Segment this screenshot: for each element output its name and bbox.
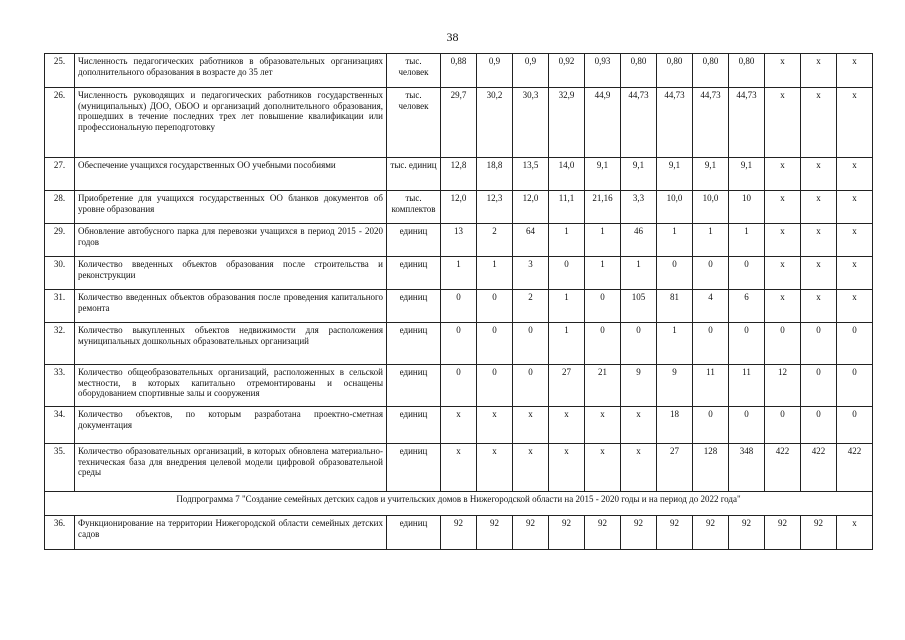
value-cell: 92	[549, 516, 585, 550]
value-cell: 0	[441, 290, 477, 323]
unit-cell: единиц	[387, 290, 441, 323]
value-cell: 13,5	[513, 158, 549, 191]
value-cell: 0	[657, 257, 693, 290]
value-cell: 81	[657, 290, 693, 323]
row-number: 34.	[45, 407, 75, 444]
value-cell: 1	[549, 323, 585, 365]
value-cell: х	[477, 407, 513, 444]
unit-cell: тыс. человек	[387, 54, 441, 88]
value-cell: 92	[729, 516, 765, 550]
value-cell: х	[441, 407, 477, 444]
value-cell: 0	[441, 365, 477, 407]
value-cell: 1	[477, 257, 513, 290]
value-cell: х	[765, 257, 801, 290]
value-cell: 10,0	[657, 191, 693, 224]
subprogram-row	[45, 492, 873, 516]
value-cell: 10,0	[693, 191, 729, 224]
value-cell: 0,92	[549, 54, 585, 88]
value-cell: х	[765, 290, 801, 323]
value-cell: х	[513, 407, 549, 444]
value-cell: 92	[585, 516, 621, 550]
value-cell: 1	[621, 257, 657, 290]
indicators-table	[44, 53, 873, 550]
indicator-name: Функционирование на территории Нижегородской области семейных детских садов	[75, 516, 387, 550]
value-cell: 128	[693, 444, 729, 492]
value-cell: 92	[693, 516, 729, 550]
value-cell: х	[837, 158, 873, 191]
value-cell: 0	[513, 365, 549, 407]
value-cell: 0	[801, 407, 837, 444]
unit-cell: единиц	[387, 365, 441, 407]
row-number: 36.	[45, 516, 75, 550]
value-cell: 0,80	[621, 54, 657, 88]
value-cell: 0,93	[585, 54, 621, 88]
value-cell: 21	[585, 365, 621, 407]
value-cell: 44,9	[585, 88, 621, 158]
value-cell: 11	[693, 365, 729, 407]
value-cell: 0	[477, 323, 513, 365]
value-cell: 64	[513, 224, 549, 257]
value-cell: х	[837, 516, 873, 550]
value-cell: 0	[585, 290, 621, 323]
value-cell: 1	[693, 224, 729, 257]
table-row	[45, 88, 873, 158]
value-cell: х	[549, 444, 585, 492]
value-cell: 0,80	[657, 54, 693, 88]
value-cell: 2	[477, 224, 513, 257]
subprogram-title: Подпрограмма 7 "Создание семейных детских садов и учительских домов в Нижегородской области на 2015 - 2020 годы и на период до 2022 года"	[45, 492, 873, 516]
value-cell: 27	[657, 444, 693, 492]
indicator-name: Количество введенных объектов образования после проведения капитального ремонта	[75, 290, 387, 323]
value-cell: 0	[837, 323, 873, 365]
table-row	[45, 158, 873, 191]
value-cell: 12,8	[441, 158, 477, 191]
page-number: 38	[446, 30, 459, 44]
indicator-name: Количество введенных объектов образования после строительства и реконструкции	[75, 257, 387, 290]
value-cell: 0	[765, 323, 801, 365]
table-row	[45, 290, 873, 323]
value-cell: 92	[801, 516, 837, 550]
value-cell: х	[801, 191, 837, 224]
value-cell: 0	[585, 323, 621, 365]
unit-cell: единиц	[387, 516, 441, 550]
unit-cell: единиц	[387, 224, 441, 257]
value-cell: 2	[513, 290, 549, 323]
value-cell: 1	[585, 224, 621, 257]
value-cell: х	[765, 54, 801, 88]
value-cell: 10	[729, 191, 765, 224]
indicator-name: Обновление автобусного парка для перевозки учащихся в период 2015 - 2020 годов	[75, 224, 387, 257]
value-cell: 3,3	[621, 191, 657, 224]
value-cell: 0	[765, 407, 801, 444]
value-cell: 0	[729, 323, 765, 365]
value-cell: 29,7	[441, 88, 477, 158]
table-body	[45, 54, 873, 550]
value-cell: х	[837, 54, 873, 88]
table-row	[45, 224, 873, 257]
table-row	[45, 407, 873, 444]
value-cell: 0,80	[729, 54, 765, 88]
value-cell: 0	[477, 365, 513, 407]
row-number: 35.	[45, 444, 75, 492]
value-cell: 1	[549, 224, 585, 257]
table-row	[45, 365, 873, 407]
row-number: 30.	[45, 257, 75, 290]
value-cell: 44,73	[693, 88, 729, 158]
indicator-name: Обеспечение учащихся государственных ОО учебными пособиями	[75, 158, 387, 191]
indicator-name: Численность руководящих и педагогических работников государственных (муниципальных) ДОО, ОБОО и организаций дополнительного образования, прошедших в течение последних трех лет повышение квалификации или профессиональную переподготовку	[75, 88, 387, 158]
value-cell: 27	[549, 365, 585, 407]
value-cell: 6	[729, 290, 765, 323]
value-cell: 0	[693, 407, 729, 444]
value-cell: 1	[657, 323, 693, 365]
value-cell: 4	[693, 290, 729, 323]
value-cell: 92	[621, 516, 657, 550]
table-row	[45, 323, 873, 365]
value-cell: 9	[657, 365, 693, 407]
row-number: 27.	[45, 158, 75, 191]
indicator-name: Количество выкупленных объектов недвижимости для расположения муниципальных дошкольных образовательных организаций	[75, 323, 387, 365]
value-cell: 11,1	[549, 191, 585, 224]
value-cell: 0,88	[441, 54, 477, 88]
indicator-name: Приобретение для учащихся государственных ОО бланков документов об уровне образования	[75, 191, 387, 224]
value-cell: 12	[765, 365, 801, 407]
row-number: 28.	[45, 191, 75, 224]
value-cell: х	[621, 407, 657, 444]
indicator-name: Численность педагогических работников в образовательных организациях дополнительного образования в возрасте до 35 лет	[75, 54, 387, 88]
value-cell: 9,1	[621, 158, 657, 191]
value-cell: х	[837, 191, 873, 224]
row-number: 31.	[45, 290, 75, 323]
unit-cell: единиц	[387, 444, 441, 492]
value-cell: 422	[837, 444, 873, 492]
table-row	[45, 257, 873, 290]
value-cell: х	[585, 407, 621, 444]
value-cell: х	[765, 224, 801, 257]
value-cell: 0	[801, 365, 837, 407]
value-cell: 18,8	[477, 158, 513, 191]
value-cell: х	[837, 257, 873, 290]
value-cell: 0	[837, 407, 873, 444]
value-cell: 13	[441, 224, 477, 257]
value-cell: 92	[441, 516, 477, 550]
value-cell: 12,0	[513, 191, 549, 224]
value-cell: 1	[585, 257, 621, 290]
table-row	[45, 444, 873, 492]
indicator-name: Количество общеобразовательных организаций, расположенных в сельской местности, в которых капитально отремонтированы и оснащены оборудованием спортивные залы и сооружения	[75, 365, 387, 407]
value-cell: 422	[765, 444, 801, 492]
value-cell: 92	[477, 516, 513, 550]
value-cell: 32,9	[549, 88, 585, 158]
value-cell: 348	[729, 444, 765, 492]
unit-cell: единиц	[387, 407, 441, 444]
table-row	[45, 516, 873, 550]
value-cell: 12,0	[441, 191, 477, 224]
value-cell: 92	[765, 516, 801, 550]
table-row	[45, 54, 873, 88]
value-cell: 14,0	[549, 158, 585, 191]
value-cell: 18	[657, 407, 693, 444]
value-cell: х	[837, 88, 873, 158]
value-cell: 0	[801, 323, 837, 365]
row-number: 25.	[45, 54, 75, 88]
value-cell: 422	[801, 444, 837, 492]
unit-cell: единиц	[387, 257, 441, 290]
value-cell: 0	[621, 323, 657, 365]
value-cell: 92	[513, 516, 549, 550]
value-cell: х	[765, 158, 801, 191]
value-cell: 0	[441, 323, 477, 365]
value-cell: х	[801, 158, 837, 191]
value-cell: 9,1	[657, 158, 693, 191]
value-cell: х	[513, 444, 549, 492]
value-cell: х	[801, 88, 837, 158]
value-cell: х	[477, 444, 513, 492]
value-cell: х	[801, 224, 837, 257]
value-cell: 0	[513, 323, 549, 365]
value-cell: 0,9	[477, 54, 513, 88]
value-cell: 11	[729, 365, 765, 407]
value-cell: х	[801, 54, 837, 88]
value-cell: х	[549, 407, 585, 444]
row-number: 33.	[45, 365, 75, 407]
unit-cell: тыс. единиц	[387, 158, 441, 191]
value-cell: 0	[477, 290, 513, 323]
value-cell: 0	[729, 257, 765, 290]
value-cell: 9,1	[729, 158, 765, 191]
value-cell: 1	[729, 224, 765, 257]
value-cell: 30,2	[477, 88, 513, 158]
value-cell: 46	[621, 224, 657, 257]
row-number: 29.	[45, 224, 75, 257]
value-cell: х	[441, 444, 477, 492]
row-number: 26.	[45, 88, 75, 158]
value-cell: 0	[693, 257, 729, 290]
row-number: 32.	[45, 323, 75, 365]
value-cell: 105	[621, 290, 657, 323]
value-cell: 0	[729, 407, 765, 444]
value-cell: 0	[837, 365, 873, 407]
value-cell: 9,1	[585, 158, 621, 191]
value-cell: 0,9	[513, 54, 549, 88]
value-cell: 30,3	[513, 88, 549, 158]
value-cell: 9	[621, 365, 657, 407]
value-cell: 12,3	[477, 191, 513, 224]
value-cell: 3	[513, 257, 549, 290]
value-cell: 9,1	[693, 158, 729, 191]
unit-cell: тыс. комплектов	[387, 191, 441, 224]
value-cell: х	[621, 444, 657, 492]
value-cell: 1	[441, 257, 477, 290]
value-cell: 44,73	[657, 88, 693, 158]
value-cell: 1	[657, 224, 693, 257]
value-cell: х	[801, 257, 837, 290]
value-cell: 0	[549, 257, 585, 290]
indicator-name: Количество объектов, по которым разработана проектно-сметная документация	[75, 407, 387, 444]
value-cell: 92	[657, 516, 693, 550]
value-cell: х	[801, 290, 837, 323]
unit-cell: единиц	[387, 323, 441, 365]
value-cell: 44,73	[621, 88, 657, 158]
value-cell: 0	[693, 323, 729, 365]
value-cell: 44,73	[729, 88, 765, 158]
value-cell: х	[765, 191, 801, 224]
value-cell: х	[837, 290, 873, 323]
indicator-name: Количество образовательных организаций, в которых обновлена материально-техническая база для внедрения целевой модели цифровой образовательной среды	[75, 444, 387, 492]
value-cell: х	[837, 224, 873, 257]
table-row	[45, 191, 873, 224]
value-cell: 1	[549, 290, 585, 323]
value-cell: х	[585, 444, 621, 492]
unit-cell: тыс. человек	[387, 88, 441, 158]
value-cell: х	[765, 88, 801, 158]
value-cell: 0,80	[693, 54, 729, 88]
value-cell: 21,16	[585, 191, 621, 224]
